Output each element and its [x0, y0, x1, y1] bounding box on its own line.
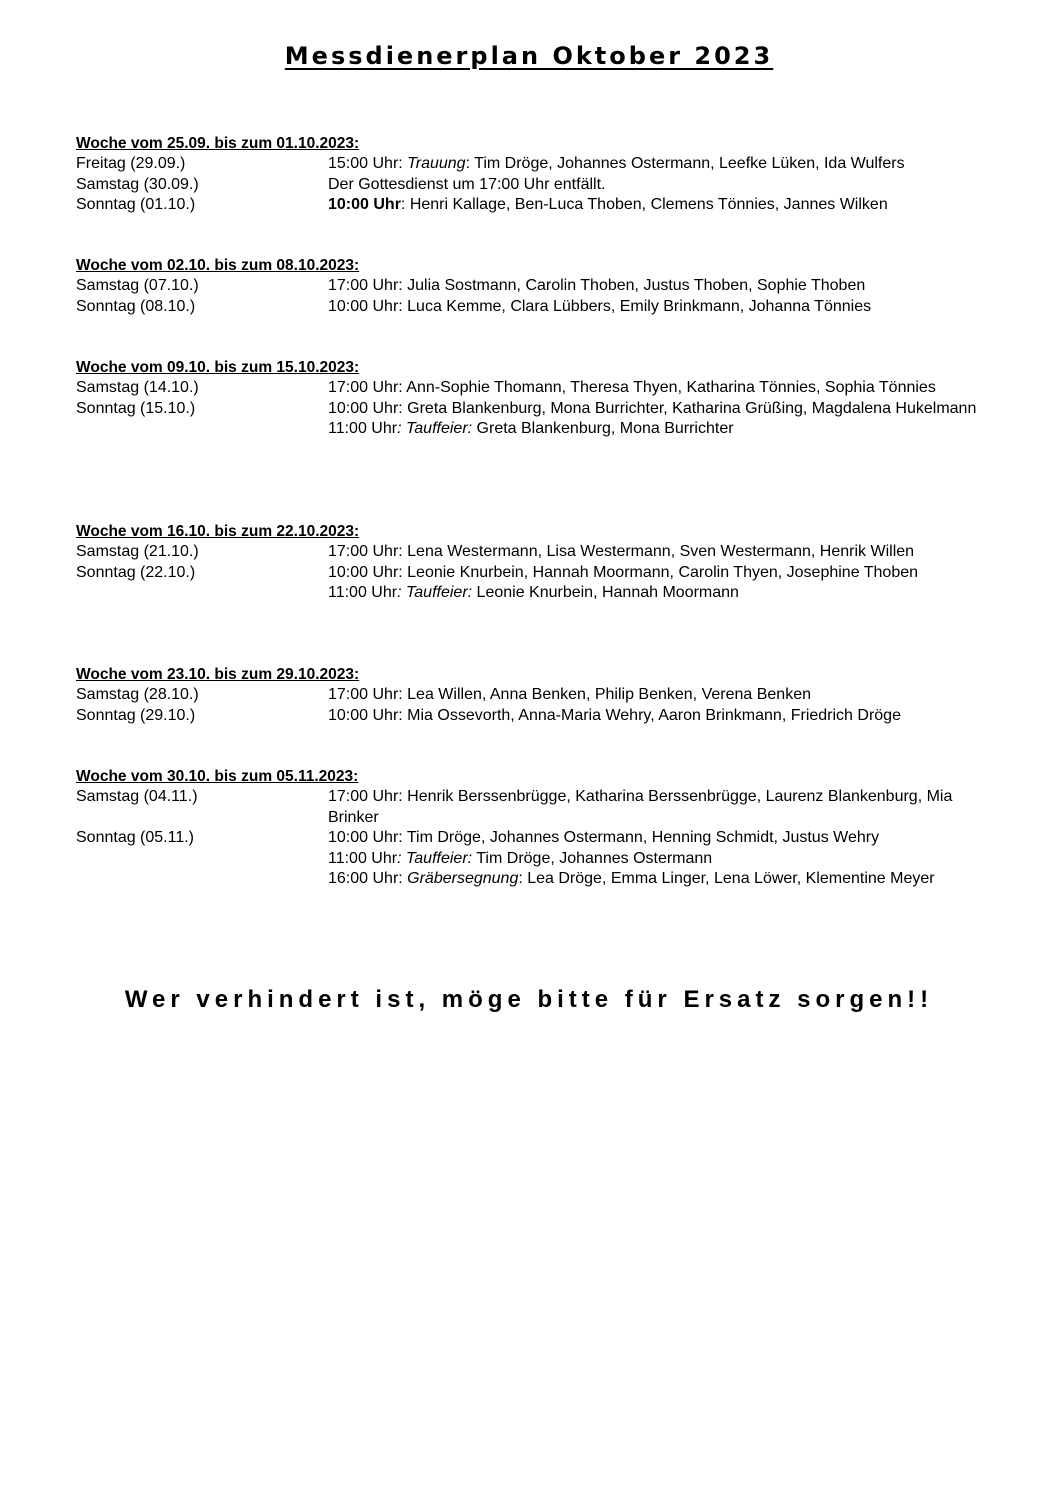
week-block: [76, 358, 996, 440]
page-title-container: [0, 42, 1058, 70]
schedule-row: [76, 828, 996, 890]
service-note: Der Gottesdienst um 17:00 Uhr entfällt.: [328, 175, 606, 193]
service-type: Trauung: [407, 155, 466, 172]
day-label: Sonntag (15.10.): [76, 399, 196, 417]
week-block: [76, 767, 996, 890]
day-label: Samstag (07.10.): [76, 277, 199, 294]
service-details: [328, 542, 988, 563]
service-time: 11:00 Uhr: [328, 584, 398, 601]
service-line: [328, 154, 988, 175]
separator: :: [398, 155, 408, 172]
week-heading: Woche vom 23.10. bis zum 29.10.2023:: [76, 666, 360, 683]
service-details: [328, 563, 988, 604]
service-details: [328, 154, 988, 175]
schedule-row: [76, 297, 996, 318]
service-line: 10:00 Uhr: Mia Ossevorth, Anna-Maria Wehry, Aaron Brinkmann, Friedrich Dröge: [328, 706, 901, 724]
day-label: Samstag (28.10.): [76, 686, 199, 703]
service-line: 10:00 Uhr: Greta Blankenburg, Mona Burrichter, Katharina Grüßing, Magdalena Hukelmann: [328, 399, 977, 417]
week-block: [76, 522, 996, 604]
service-line: 17:00 Uhr: Lena Westermann, Lisa Westermann, Sven Westermann, Henrik Willen: [328, 543, 915, 560]
week-heading: Woche vom 16.10. bis zum 22.10.2023:: [76, 523, 360, 540]
week-heading: Woche vom 30.10. bis zum 05.11.2023:: [76, 768, 359, 785]
service-time: 16:00 Uhr: [328, 870, 399, 887]
service-line: 17:00 Uhr: Lea Willen, Anna Benken, Philip Benken, Verena Benken: [328, 686, 811, 703]
week-heading: Woche vom 02.10. bis zum 08.10.2023:: [76, 257, 360, 274]
schedule-row: [76, 195, 996, 216]
service-time: 10:00 Uhr: [328, 196, 401, 213]
schedule-row: [76, 175, 996, 196]
service-line: 17:00 Uhr: Ann-Sophie Thomann, Theresa Thyen, Katharina Tönnies, Sophia Tönnies: [328, 379, 936, 396]
day-label: Samstag (04.11.): [76, 788, 198, 805]
service-line: 17:00 Uhr: Julia Sostmann, Carolin Thoben, Justus Thoben, Sophie Thoben: [328, 277, 866, 294]
week-block: [76, 665, 996, 726]
service-details: [328, 175, 988, 196]
schedule-row: [76, 685, 996, 706]
service-line: 10:00 Uhr: Luca Kemme, Clara Lübbers, Emily Brinkmann, Johanna Tönnies: [328, 297, 872, 315]
service-line: [328, 419, 988, 440]
service-line: [328, 849, 988, 870]
server-names: Tim Dröge, Johannes Ostermann: [472, 849, 713, 867]
week-heading: Woche vom 25.09. bis zum 01.10.2023:: [76, 135, 360, 152]
service-time: 11:00 Uhr: [328, 420, 398, 437]
day-label: Sonntag (01.10.): [76, 196, 196, 213]
schedule-row: [76, 399, 996, 440]
schedule-row: [76, 378, 996, 399]
week-heading: Woche vom 09.10. bis zum 15.10.2023:: [76, 359, 360, 376]
footer-notice: Wer verhindert ist, möge bitte für Ersatz sorgen!!: [124, 986, 934, 1013]
day-label: Samstag (21.10.): [76, 543, 199, 560]
service-time: 15:00 Uhr: [328, 155, 399, 172]
service-line: [328, 195, 988, 216]
separator: :: [398, 870, 408, 887]
page-title: Messdienerplan Oktober 2023: [284, 42, 774, 70]
service-type: : Tauffeier:: [397, 849, 473, 867]
schedule-row: [76, 706, 996, 727]
service-line: 17:00 Uhr: Henrik Berssenbrügge, Katharina Berssenbrügge, Laurenz Blankenburg, Mia Brinker: [328, 788, 953, 826]
week-block: [76, 134, 996, 216]
day-label: Samstag (14.10.): [76, 379, 199, 396]
service-details: [328, 276, 988, 297]
service-type: Gräbersegnung: [407, 870, 519, 887]
service-time: 11:00 Uhr: [328, 849, 398, 867]
service-details: [328, 828, 988, 890]
service-details: [328, 399, 988, 440]
service-details: [328, 195, 988, 216]
week-block: [76, 256, 996, 317]
service-details: [328, 706, 988, 727]
day-label: Sonntag (29.10.): [76, 706, 196, 724]
server-names: Greta Blankenburg, Mona Burrichter: [472, 420, 734, 437]
service-details: [328, 685, 988, 706]
service-details: [328, 297, 988, 318]
day-label: Freitag (29.09.): [76, 155, 186, 172]
schedule-row: [76, 787, 996, 828]
day-label: Sonntag (22.10.): [76, 563, 196, 581]
schedule-row: [76, 154, 996, 175]
server-names: Leonie Knurbein, Hannah Moormann: [472, 584, 739, 601]
service-details: [328, 378, 988, 399]
service-line: [328, 869, 988, 890]
server-names: : Henri Kallage, Ben-Luca Thoben, Clemens Tönnies, Jannes Wilken: [400, 196, 888, 213]
day-label: Sonntag (08.10.): [76, 297, 196, 315]
day-label: Sonntag (05.11.): [76, 829, 195, 846]
server-names: : Tim Dröge, Johannes Ostermann, Leefke Lüken, Ida Wulfers: [465, 155, 905, 172]
service-line: 10:00 Uhr: Leonie Knurbein, Hannah Moormann, Carolin Thyen, Josephine Thoben: [328, 563, 919, 581]
service-type: : Tauffeier:: [397, 420, 473, 437]
schedule-row: [76, 542, 996, 563]
service-type: : Tauffeier:: [397, 584, 473, 601]
service-line: [328, 583, 988, 604]
schedule-row: [76, 563, 996, 604]
service-line: 10:00 Uhr: Tim Dröge, Johannes Ostermann, Henning Schmidt, Justus Wehry: [328, 829, 880, 846]
schedule-row: [76, 276, 996, 297]
server-names: : Lea Dröge, Emma Linger, Lena Löwer, Klementine Meyer: [518, 870, 935, 887]
day-label: Samstag (30.09.): [76, 175, 199, 193]
service-details: [328, 787, 988, 828]
